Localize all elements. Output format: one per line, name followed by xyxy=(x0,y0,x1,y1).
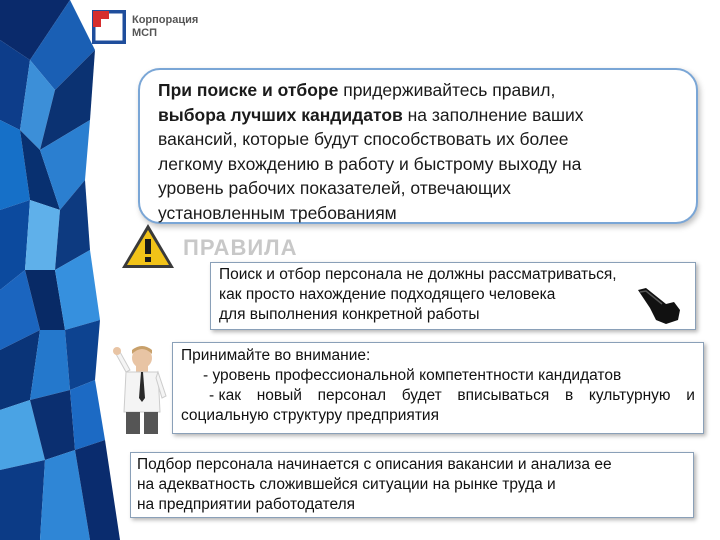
rule-text-line: на адекватность сложившейся ситуации на рынке труда и xyxy=(137,476,556,493)
callout-text: установленным требованиям xyxy=(158,202,397,223)
consider-heading: Принимайте во внимание: xyxy=(181,347,371,364)
rules-title: ПРАВИЛА xyxy=(183,235,298,260)
callout-line xyxy=(158,201,682,226)
callout-bold-text: При поиске и отборе xyxy=(158,80,339,100)
logo xyxy=(92,10,198,44)
word: культурную xyxy=(588,387,671,404)
logo-text xyxy=(132,14,198,40)
decorative-background xyxy=(0,0,120,540)
callout-text: легкому вхождению в работу и быстрому выходу на xyxy=(158,153,582,174)
rule-text-line: Поиск и отбор персонала не должны рассматриваться, xyxy=(219,266,617,283)
callout-line xyxy=(158,176,682,201)
main-callout xyxy=(138,68,698,224)
pointing-hand-icon xyxy=(636,286,682,326)
callout-line xyxy=(158,127,682,152)
word: - как xyxy=(209,387,241,404)
callout-text: уровень рабочих показателей, отвечающих xyxy=(158,178,511,198)
consider-item-1: - уровень профессиональной компетентности кандидатов xyxy=(203,367,622,384)
callout-text: вакансий, которые будут способствовать их более xyxy=(158,129,569,149)
word: вписываться xyxy=(457,387,550,404)
word: в xyxy=(564,387,574,404)
warning-icon xyxy=(120,222,176,270)
callout-bold-text: выбора лучших кандидатов xyxy=(158,104,403,125)
word: персонал xyxy=(317,387,386,404)
word: и xyxy=(686,387,695,404)
logo-line2: МСП xyxy=(132,27,158,39)
callout-line xyxy=(158,152,682,177)
rule-text-line: для выполнения конкретной работы xyxy=(219,306,480,323)
rule-box-2 xyxy=(172,342,704,434)
logo-line1: Корпорация xyxy=(132,14,199,26)
rule-box-1 xyxy=(210,262,696,330)
rule-text-line: Подбор персонала начинается с описания вакансии и анализа ее xyxy=(137,456,612,473)
callout-line xyxy=(158,103,682,128)
word: будет xyxy=(401,387,442,404)
person-illustration xyxy=(112,342,170,434)
consider-item-2-cont: социальную структуру предприятия xyxy=(181,407,439,424)
rule-box-3 xyxy=(130,452,694,518)
rule-text-line: как просто нахождение подходящего человека xyxy=(219,286,556,303)
consider-item-2 xyxy=(181,386,695,406)
callout-text: на заполнение ваших xyxy=(402,104,584,125)
callout-text: придерживайтесь правил, xyxy=(338,80,556,100)
rule-text-line: на предприятии работодателя xyxy=(137,496,356,513)
word: новый xyxy=(256,387,302,404)
callout-line xyxy=(158,78,682,103)
logo-mark-icon xyxy=(92,10,126,44)
